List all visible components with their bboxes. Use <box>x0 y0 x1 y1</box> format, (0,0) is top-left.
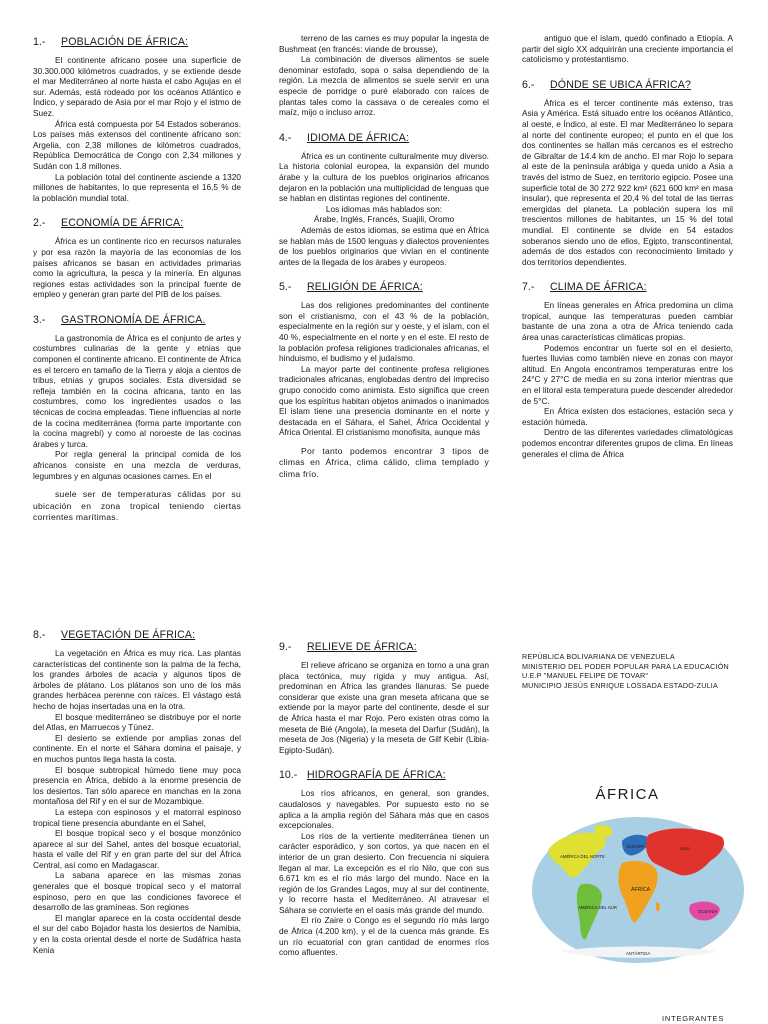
section-title: IDIOMA DE ÁFRICA: <box>307 131 410 144</box>
map-label: OCEANÍA <box>698 908 718 914</box>
world-map-image <box>530 815 746 965</box>
paragraph: El manglar aparece en la costa occidental desde el sur del cabo Bojador hasta los desiertos de Namibia, y en la costa oriental desde el norte de Sudáfrica hasta Kenia <box>33 912 241 955</box>
section-heading <box>522 79 733 92</box>
section-number: 5.- <box>279 281 292 294</box>
map-label: ÁFRICA <box>631 886 651 893</box>
section-number: 3.- <box>33 313 46 326</box>
paragraph: Árabe, Inglés, Francés, Suajili, Oromo <box>313 214 455 225</box>
section-title: CLIMA DE ÁFRICA: <box>550 281 647 294</box>
paragraph: El continente africano posee una superficie de 30.300.000 kilómetros cuadrados, y se extiende desde el mar Mediterráneo al norte hasta el cabo Agujas en el sur. Además, está rodeado por los océanos Atlántico e Índico, y separado de Asia por el mar Rojo y el istmo de Suez. <box>33 55 241 118</box>
section-title: VEGETACIÓN DE ÁFRICA: <box>61 629 196 641</box>
paragraph: Los idiomas más hablados son: <box>325 203 443 214</box>
section-number: 2.- <box>33 217 46 230</box>
section-number: 4.- <box>279 131 292 144</box>
section-number: 7.- <box>522 281 535 294</box>
column-1 <box>33 36 241 523</box>
paragraph: El río Zaire o Congo es el segundo río más largo de África (4.200 km), y el de la cuenca más grande. Es un río ecuatorial con gran cantidad de enormes ríos como afluentes. <box>279 915 489 958</box>
paragraph: Podemos encontrar un fuerte sol en el desierto, fuertes lluvias como también nieve en zonas con mayor altitud. En Angola encontramos temperaturas entre los 24°C y 27°C de media en su zona interior mientras que en el litoral esta temperatura puede descender alrededor de 5°C. <box>522 342 733 406</box>
paragraph: antiguo que el islam, quedó confinado a Etiopía. A partir del siglo XX adquirirán una creciente importancia el catolicismo y protestantismo. <box>522 33 733 65</box>
paragraph: El relieve africano se organiza en torno a una gran placa tectónica, muy rígida y muy antigua. Así, predominan en África las grandes llanuras. Se puede considerar que existe una gran meseta africana que se extiende por la mayor parte del continente, desde el sur de África hasta el mar Rojo. Pero existen otras como la meseta de Bié (Angola), la meseta del Darfur (Sudán), la meseta de Jos (Nigeria) y la meseta de Gilf Kebir (Libia-Egipto-Sudán). <box>279 660 489 755</box>
section-heading <box>33 629 241 642</box>
map-label: ASIA <box>680 845 690 851</box>
paragraph: La población total del continente asciende a 1320 millones de habitantes, lo que representa el 16,5 % de la población mundial total. <box>33 171 241 203</box>
map-label: AMÉRICA DEL NORTE <box>560 853 605 859</box>
section-number: 9.- <box>279 641 292 653</box>
paragraph: En África existen dos estaciones, estación seca y estación húmeda. <box>522 406 733 427</box>
paragraph: Las dos religiones predominantes del continente son el cristianismo, con el 43 % de la población, especialmente en la región sur y oeste, y el islam, con el 40 %, especialmente en el norte y en el este. El resto de la población profesa religiones tradicionales africanas, el hinduismo, el budismo y el judaísmo. <box>279 300 489 364</box>
section-number: 8.- <box>33 629 46 641</box>
paragraph: África está compuesta por 54 Estados soberanos. Los países más extensos del continente africano son: Argelia, con 2,38 millones de kilómetros cuadrados, República Democrática de Congo con 2,34 millones y Sudán con 1.8 millones. <box>33 118 241 171</box>
section-number: 1.- <box>33 36 46 48</box>
section-heading <box>279 132 489 145</box>
map-label: ANTÁRTIDA <box>626 950 651 956</box>
map-label: AMÉRICA DEL SUR <box>578 904 617 910</box>
paragraph: Dentro de las diferentes variedades climatológicas podemos encontrar diferentes grupos de clima. En líneas generales el clima de África <box>522 427 733 459</box>
paragraph: Por regla general la principal comida de los africanos consiste en una mezcla de verduras, legumbres y en algunas ocasiones carnes. En el <box>33 449 241 481</box>
paragraph: África es un continente culturalmente muy diverso. La historia colonial europea, la expansión del mundo árabe y la cultura de los pueblos originarios africanos dejaron en la población una multiplicidad de lenguas que se hablan en distintas regiones del continente. <box>279 150 489 204</box>
section-heading <box>279 769 489 782</box>
paragraph: La estepa con espinosos y el matorral espinoso tropical tiene presencia abundante en el Sahel, <box>33 806 241 828</box>
paragraph: Los ríos africanos, en general, son grandes, caudalosos y navegables. Por supuesto esto no se aplica a la amplia región del Sáhara más que en casos excepcionales. <box>279 788 489 831</box>
paragraph: La sabana aparece en las mismas zonas generales que el bosque tropical seco y el matorral espinoso, pero en que las condiciones favorece el desarrollo de las gramíneas. Son regiones <box>33 870 241 913</box>
section-title: HIDROGRAFÍA DE ÁFRICA: <box>307 769 446 782</box>
section-heading <box>279 641 489 654</box>
paragraph: El bosque tropical seco y el bosque monzónico aparece al sur del Sahel, antes del bosque ecuatorial, hasta el valle del Rif y en gran parte del sur del África Central, así como en Madagascar. <box>33 828 241 870</box>
paragraph: La gastronomía de África es el conjunto de artes y costumbres culinarias de la gente y etnias que componen el continente africano. El continente de África es el tercero en tamaño de la Tierra y aloja a cientos de tribus, etnias y grupos sociales. Esta diversidad se refleja también en la cocina africana, tanto en las costumbres, como los ingredientes usados o las técnicas de cocina empleadas. Tiene influencias al norte de la cocina mediterránea (forma parte importante con la cocina magrebí) y como al noroeste de las cocinas árabes y turca. <box>33 332 241 449</box>
paragraph: África es un continente rico en recursos naturales y por esa razón la mayoría de las economías de los países africanos se basan en actividades primarias como la agricultura, la pesca y la minería. En algunas regiones estas actividades son la principal fuente de empleo y generan gran parte del PIB de los países. <box>33 236 241 300</box>
paragraph: La vegetación en África es muy rica. Las plantas características del continente son la palma de la fecha, los grandes árboles de acacia y algunos tipos de árboles de plátano. Los plátanos son uno de los más grandes herbácea perenne con raíces. El vástago está hecho de hojas insertadas una en la otra. <box>33 648 241 711</box>
paragraph: Por tanto podemos encontrar 3 tipos de climas en África, clima cálido, clima templado y clima frío. <box>279 446 489 479</box>
world-map <box>530 815 746 965</box>
section-number: 6.- <box>522 78 535 91</box>
section-heading <box>33 36 241 49</box>
column-5 <box>279 641 489 958</box>
section-heading <box>33 217 241 230</box>
section-number: 10.- <box>279 769 298 782</box>
column-2 <box>279 33 489 480</box>
institution-line: U.E.P "MANUEL FELIPE DE TOVAR" <box>522 671 649 681</box>
paragraph: En líneas generales en África predomina un clima tropical, aunque las temperaturas pueden cambiar bastante de una zona a otra de África teniendo cada área unas características climáticas propias. <box>522 300 733 343</box>
paragraph: África es el tercer continente más extenso, tras Asia y América. Está situado entre los océanos Atlántico, al oeste, e Índico, al este. El mar Mediterráneo lo separa al norte del continente europeo; el punto en el que los dos continentes se hallan más cercanos es el estrecho de Gibraltar de 14.4 km de ancho. El mar Rojo lo separa al este de la península arábiga y queda unido a Asia a través del istmo de Suez, en territorio egipcio. Posee una superficie total de 30 272 922 km² (621 600 km² en masa insular), que representa el 20,4 % del total de las tierras emergidas del planeta. La población supera los mil trescientos millones de habitantes, un 15 % del total mundial. El continente se divide en 54 estados soberanos siendo uno de ellos, Egipto, transcontinental, además de dos estados con reconocimiento limitado y dos territorios dependientes. <box>522 97 733 267</box>
paragraph: El bosque subtropical húmedo tiene muy poca presencia en África, debido a la enorme presencia de los desiertos. Tan sólo aparece en manchas en la zona montañosa del Rif y en el sur de Mozambique. <box>33 764 241 807</box>
map-label: EUROPA <box>627 843 645 849</box>
institution-line: REPÚBLICA BOLIVARIANA DE VENEZUELA <box>522 652 675 661</box>
cover-panel <box>522 652 733 965</box>
paragraph: Además de estos idiomas, se estima que en África se hablan más de 1500 lenguas y dialectos provenientes de los pueblos originarios que vivían en el continente antes de la llegada de los árabes y europeos. <box>279 224 489 267</box>
paragraph: Los ríos de la vertiente mediterránea tienen un carácter esporádico, y son cortos, ya que nacen en el interior de un gran desierto. Con frecuencia ni siquiera llegan al mar. La excepción es el río Nilo, que con sus 6.671 km es el río más largo del mundo. Nace en la región de los Grandes Lagos, muy al sur del continente, y lo recorre hasta el Mediterráneo. Al atravesar el Sáhara se convierte en el oasis más grande del mundo. <box>279 830 489 915</box>
section-title: ECONOMÍA DE ÁFRICA: <box>61 217 184 230</box>
column-3 <box>522 33 733 459</box>
paragraph: suele ser de temperaturas cálidas por su ubicación en zona tropical teniendo ciertas corrientes marítimas. <box>33 489 241 522</box>
section-title: GASTRONOMÍA DE ÁFRICA. <box>61 313 206 326</box>
paragraph: La mayor parte del continente profesa religiones tradicionales africanas, englobadas dentro del impreciso grupo conocido como animista. Esto significa que creen que los espíritus habitan objetos animados o inanimados El islam tiene una presencia dominante en el norte y destacada en el Sáhara, el Sahel, África Occidental y África Oriental. El cristianismo monofisita, aunque más <box>279 363 489 438</box>
paragraph: terreno de las carnes es muy popular la ingesta de Bushmeat (en francés: viande de brousse), <box>279 33 489 54</box>
paragraph: La combinación de diversos alimentos se suele denominar estofado, sopa o salsa dependiendo de la región. La mezcla de alimentos se suele servir en una especie de porridge o puré elaborado con raíces de plantas tales como la cassava o de cereales como el maíz, mijo o incluso arroz. <box>279 54 489 118</box>
section-heading <box>522 281 733 294</box>
paragraph: El desierto se extiende por amplias zonas del continente. En el norte el Sáhara domina el paisaje, y en muchos puntos llega hasta la costa. <box>33 732 241 764</box>
institution-line: MUNICIPIO JESÚS ENRIQUE LOSSADA ESTADO-ZULIA <box>522 680 718 690</box>
section-title: RELIEVE DE ÁFRICA: <box>307 641 417 653</box>
integrantes-label: INTEGRANTES <box>662 1014 725 1023</box>
institution-line: MINISTERIO DEL PODER POPULAR PARA LA EDUCACIÓN <box>522 661 729 671</box>
section-heading <box>279 281 489 294</box>
column-4 <box>33 629 241 955</box>
section-title: POBLACIÓN DE ÁFRICA: <box>61 36 189 48</box>
cover-title: ÁFRICA <box>595 786 660 804</box>
section-heading <box>33 314 241 327</box>
section-title: DÓNDE SE UBICA ÁFRICA? <box>550 78 692 91</box>
paragraph: El bosque mediterráneo se distribuye por el norte del Atlas, en Marruecos y Túnez. <box>33 711 241 733</box>
section-title: RELIGIÓN DE ÁFRICA: <box>307 281 423 294</box>
